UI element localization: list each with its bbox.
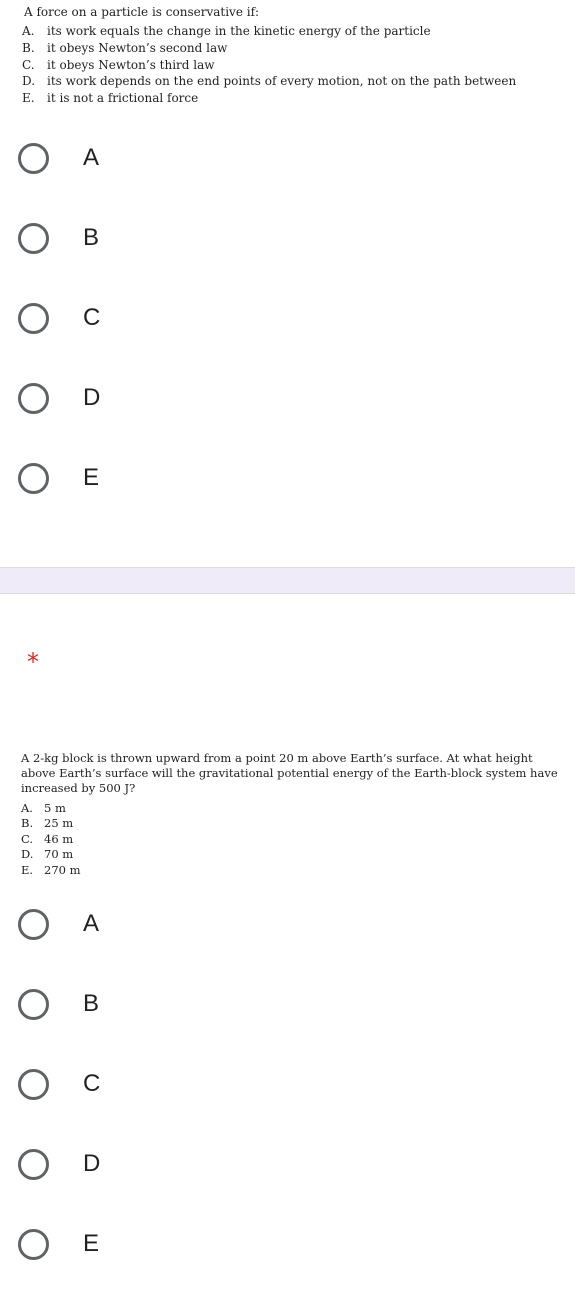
- question-1-option-e[interactable]: [18, 458, 538, 498]
- radio-button-icon[interactable]: [18, 989, 49, 1020]
- radio-button-icon[interactable]: [18, 143, 49, 174]
- question-1-choice-c: C. it obeys Newton’s third law: [22, 57, 215, 72]
- option-label: E: [83, 1230, 100, 1257]
- option-label: B: [83, 224, 100, 251]
- radio-button-icon[interactable]: [18, 463, 49, 494]
- option-label: D: [83, 1150, 101, 1177]
- question-2-stem: A 2-kg block is thrown upward from a point 20 m above Earth’s surface. At what height above Earth’s surface will the gravitational potential energy of the Earth-block system have increased by 500 J?: [21, 751, 558, 796]
- question-1-option-a[interactable]: [18, 138, 538, 178]
- question-1-choice-d: D. its work depends on the end points of every motion, not on the path between: [22, 74, 517, 89]
- question-2-choice-c: C. 46 m: [21, 831, 74, 846]
- required-marker: *: [27, 648, 39, 676]
- question-2-choice-a: A. 5 m: [21, 801, 66, 815]
- question-2-option-a[interactable]: [18, 904, 538, 944]
- radio-button-icon[interactable]: [18, 223, 49, 254]
- option-label: E: [83, 464, 100, 491]
- question-1-choice-a: A. its work equals the change in the kinetic energy of the particle: [22, 24, 431, 38]
- radio-button-icon[interactable]: [18, 303, 49, 334]
- question-2-choice-d: D. 70 m: [21, 847, 74, 862]
- question-1-choice-list: [22, 23, 516, 107]
- radio-button-icon[interactable]: [18, 1149, 49, 1180]
- question-2-choice-b: B. 25 m: [21, 816, 74, 831]
- question-1-stem: A force on a particle is conservative if:: [24, 5, 260, 19]
- question-2-choice-e: E. 270 m: [21, 862, 81, 877]
- radio-button-icon[interactable]: [18, 1069, 49, 1100]
- option-label: B: [83, 990, 100, 1017]
- radio-button-icon[interactable]: [18, 1229, 49, 1260]
- question-1-option-c[interactable]: [18, 298, 538, 338]
- question-1-option-d[interactable]: [18, 378, 538, 418]
- option-label: C: [83, 1070, 101, 1097]
- question-2-choice-list: [21, 800, 81, 877]
- section-divider: [0, 567, 575, 594]
- question-2-option-e[interactable]: [18, 1224, 538, 1264]
- question-1-choice-b: B. it obeys Newton’s second law: [22, 40, 228, 55]
- question-1-choice-e: E. it is not a frictional force: [22, 91, 199, 106]
- question-2-option-d[interactable]: [18, 1144, 538, 1184]
- question-1-option-b[interactable]: [18, 218, 538, 258]
- option-label: A: [83, 144, 100, 171]
- question-2-option-b[interactable]: [18, 984, 538, 1024]
- question-2-option-c[interactable]: [18, 1064, 538, 1104]
- option-label: D: [83, 384, 101, 411]
- radio-button-icon[interactable]: [18, 383, 49, 414]
- radio-button-icon[interactable]: [18, 909, 49, 940]
- option-label: A: [83, 910, 100, 937]
- option-label: C: [83, 304, 101, 331]
